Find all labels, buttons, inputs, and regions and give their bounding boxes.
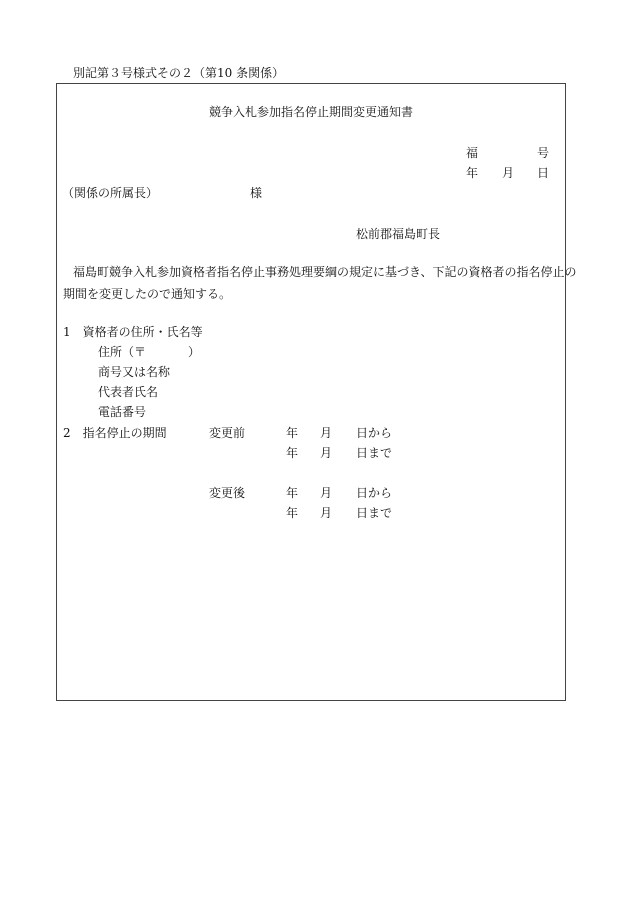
- date-year: 年: [466, 166, 479, 180]
- before-until-day: 日まで: [356, 446, 393, 460]
- trade-name-label: 商号又は名称: [98, 365, 171, 379]
- form-number: 別記第３号様式その２（第10 条関係）: [73, 66, 285, 80]
- issuer-name: 松前郡福島町長: [356, 227, 441, 241]
- after-until-year: 年: [286, 506, 299, 520]
- representative-label: 代表者氏名: [98, 385, 159, 399]
- recipient-suffix: 様: [250, 186, 263, 200]
- after-label: 変更後: [209, 486, 246, 500]
- date-month: 月: [502, 166, 515, 180]
- document-title: 競争入札参加指名停止期間変更通知書: [209, 105, 414, 119]
- before-label: 変更前: [209, 426, 246, 440]
- before-until-year: 年: [286, 446, 299, 460]
- before-until-month: 月: [320, 446, 333, 460]
- section2-heading: 2 指名停止の期間: [63, 426, 167, 440]
- address-label: 住所（〒: [98, 345, 147, 359]
- date-day: 日: [537, 166, 550, 180]
- recipient-label: （関係の所属長）: [62, 186, 159, 200]
- phone-label: 電話番号: [98, 405, 147, 419]
- address-close: ）: [188, 345, 201, 359]
- body-line-1: 福島町競争入札参加資格者指名停止事務処理要綱の規定に基づき、下記の資格者の指名停止の: [73, 265, 577, 279]
- after-until-day: 日まで: [356, 506, 393, 520]
- before-from-year: 年: [286, 426, 299, 440]
- after-from-year: 年: [286, 486, 299, 500]
- before-from-month: 月: [320, 426, 333, 440]
- doc-ref-fuku: 福: [466, 146, 479, 160]
- doc-ref-go: 号: [537, 146, 550, 160]
- section1-heading: 1 資格者の住所・氏名等: [63, 325, 203, 339]
- after-until-month: 月: [320, 506, 333, 520]
- before-from-day: 日から: [356, 426, 393, 440]
- after-from-month: 月: [320, 486, 333, 500]
- after-from-day: 日から: [356, 486, 393, 500]
- body-line-2: 期間を変更したので通知する。: [63, 287, 232, 301]
